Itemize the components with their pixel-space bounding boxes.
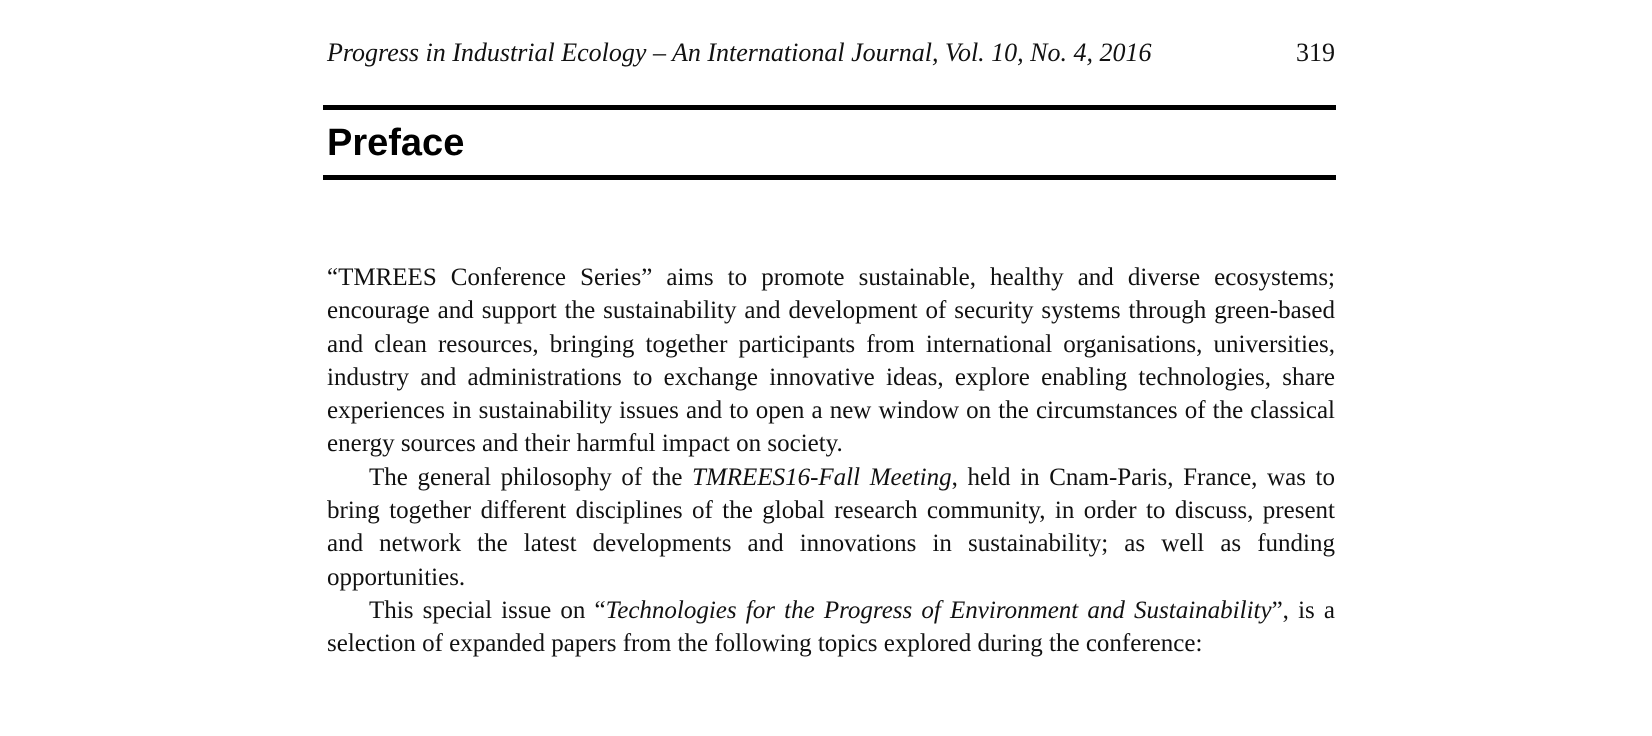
paragraph-2-text-start: The general philosophy of the (369, 463, 693, 491)
paragraph-3 (327, 594, 1335, 661)
meeting-name: TMREES16-Fall Meeting (692, 463, 952, 491)
document-page (327, 0, 1335, 736)
paragraph-1: “TMREES Conference Series” aims to promote sustainable, healthy and diverse ecosystems; encourage and support the sustainability and development of security systems through green-based and clean resources, bringing together participants from international organisations, universities, industry and administrations to exchange innovative ideas, explore enabling technologies, share experiences in sustainability issues and to open a new window on the circumstances of the classical energy sources and their harmful impact on society. (327, 264, 1335, 458)
running-header (327, 36, 1335, 70)
journal-citation: Progress in Industrial Ecology – An International Journal, Vol. 10, No. 4, 2016 (327, 38, 1152, 67)
title-rule-top (323, 105, 1336, 110)
page-number: 319 (1296, 38, 1335, 67)
special-issue-title: Technologies for the Progress of Environment and Sustainability (605, 596, 1272, 624)
section-title: Preface (327, 122, 465, 164)
paragraph-2 (327, 461, 1335, 594)
title-rule-bottom (323, 175, 1336, 180)
paragraph-3-text-end: ”, is a selection of expanded papers from the following topics explored during the conference: (327, 596, 1336, 658)
paragraph-3-text-start: This special issue on “ (369, 596, 606, 624)
paragraph-2-text-end: , held in Cnam-Paris, France, was to bring together different disciplines of the global research community, in order to discuss, present and network the latest developments and innovations in sustainability; as well as funding opportunities. (327, 463, 1335, 591)
body-text (327, 261, 1335, 661)
